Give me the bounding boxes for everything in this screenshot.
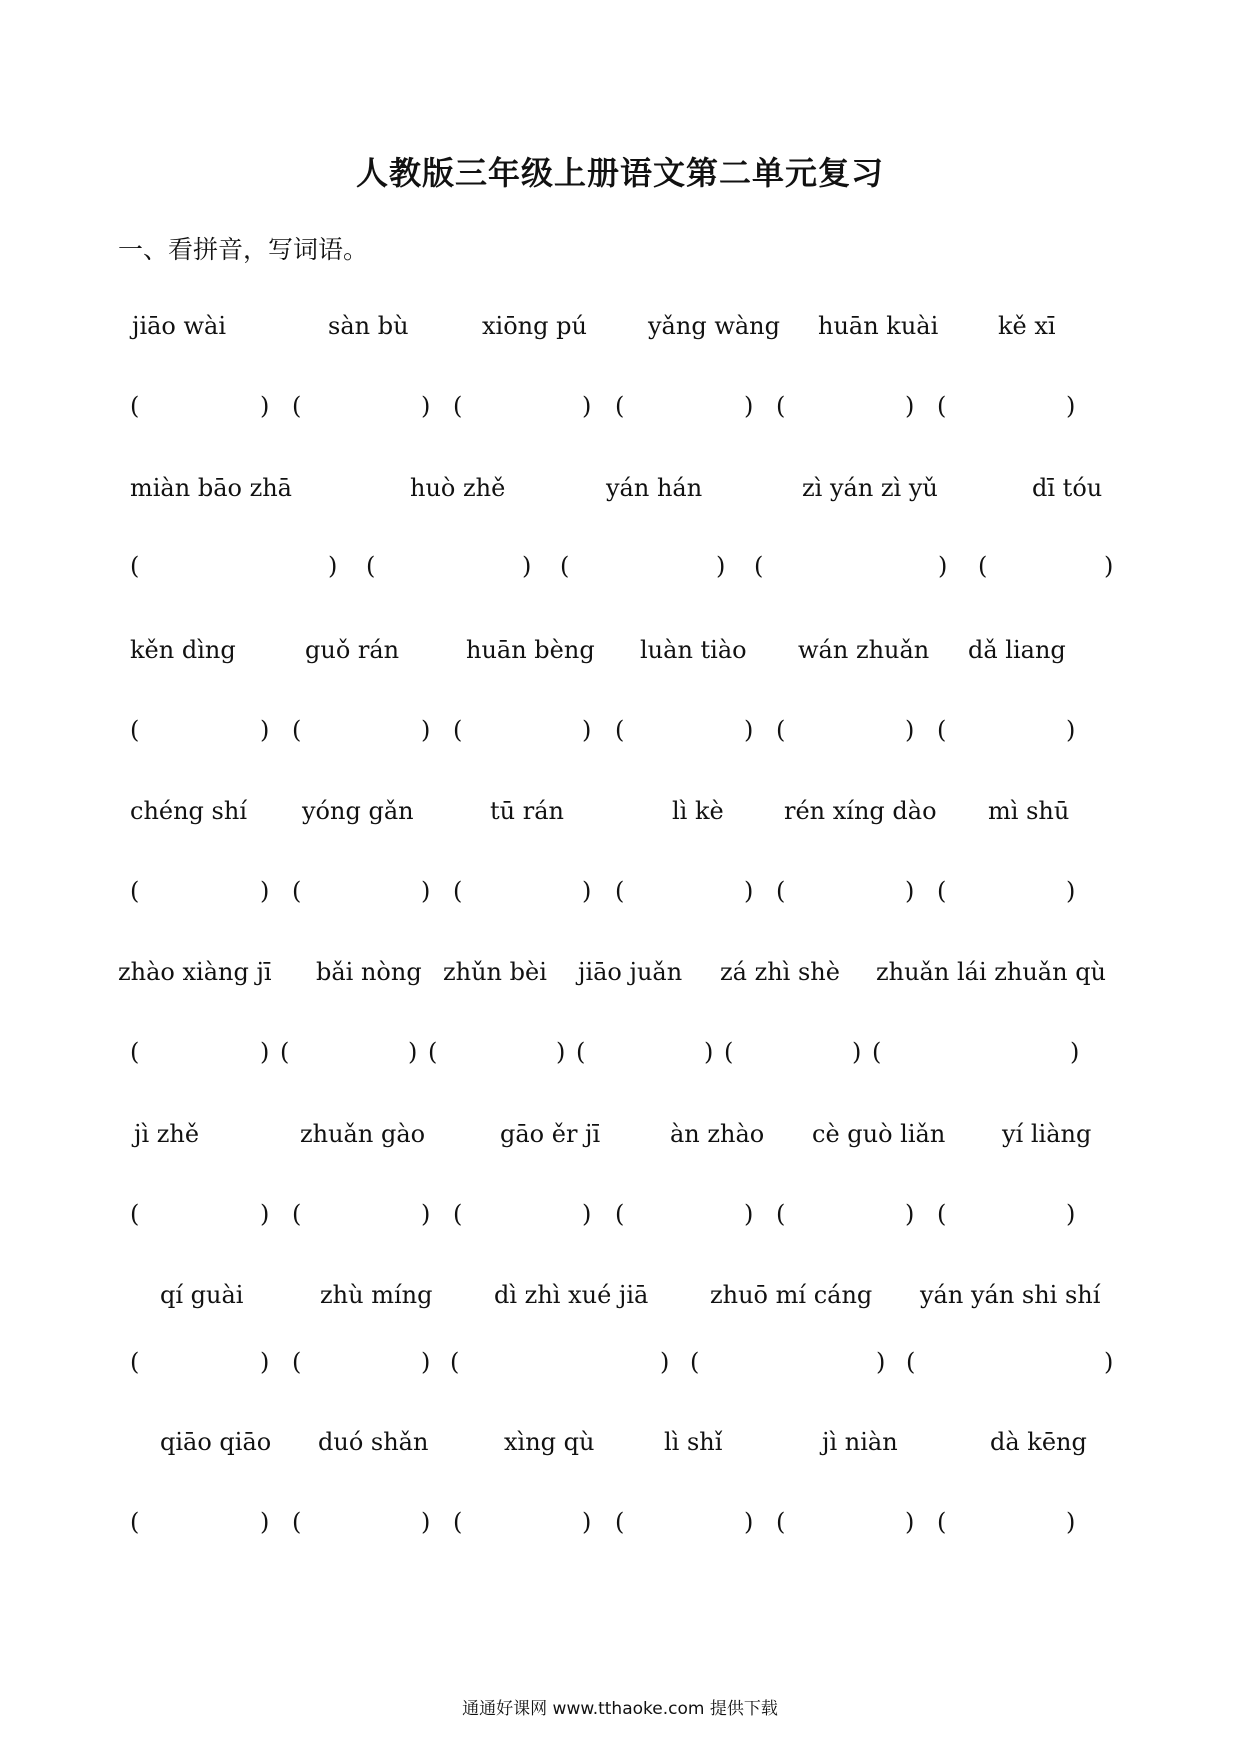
answer-blank[interactable]: (	[130, 1348, 140, 1376]
pinyin-item: tū rán	[490, 797, 564, 825]
pinyin-item: jiāo wài	[132, 312, 227, 340]
answer-blank[interactable]: (	[872, 1038, 882, 1066]
answer-blank[interactable]: (	[292, 1348, 302, 1376]
answer-blank[interactable]: (	[937, 1508, 947, 1536]
pinyin-item: yán yán shi shí	[920, 1281, 1101, 1309]
answer-blank[interactable]: (	[690, 1348, 700, 1376]
answer-blank[interactable]: (	[776, 1200, 786, 1228]
pinyin-item: sàn bù	[328, 312, 409, 340]
answer-blank[interactable]: (	[292, 392, 302, 420]
pinyin-item: kěn dìng	[130, 636, 236, 664]
pinyin-item: qiāo qiāo	[160, 1428, 272, 1456]
answer-blank[interactable]: (	[615, 392, 625, 420]
pinyin-item: miàn bāo zhā	[130, 474, 292, 502]
footer-source: 通通好课网 www.tthaoke.com 提供下载	[462, 1699, 778, 1719]
section-heading: 一、看拼音，写词语。	[118, 235, 369, 264]
answer-blank[interactable]: (	[776, 877, 786, 905]
answer-blank[interactable]: (	[292, 716, 302, 744]
answer-blank[interactable]: (	[130, 1200, 140, 1228]
answer-blank[interactable]: (	[906, 1348, 916, 1376]
answer-blank[interactable]: (	[428, 1038, 438, 1066]
pinyin-item: jì zhě	[134, 1120, 200, 1148]
answer-row: ( ) ( ) ( ) ( ) ( ) ( )	[130, 877, 1076, 905]
pinyin-item: cè guò liǎn	[812, 1120, 946, 1148]
answer-blank[interactable]: (	[560, 552, 570, 580]
answer-blank[interactable]: (	[937, 1200, 947, 1228]
answer-blank[interactable]: (	[453, 1508, 463, 1536]
pinyin-item: zhuǎn gào	[300, 1120, 426, 1148]
answer-blank[interactable]: (	[978, 552, 988, 580]
pinyin-item: zhǔn bèi	[443, 958, 547, 986]
pinyin-item: duó shǎn	[318, 1428, 429, 1456]
pinyin-item: zá zhì shè	[720, 958, 840, 986]
answer-blank[interactable]: (	[280, 1038, 290, 1066]
answer-row: ( ) ( ) ( ) ( ) ( ) ( )	[130, 1200, 1076, 1228]
answer-blank[interactable]: (	[130, 1508, 140, 1536]
pinyin-item: zhù míng	[320, 1281, 433, 1309]
answer-blank[interactable]: (	[130, 552, 140, 580]
answer-row: ( ) ( ) ( ) ( ) ( ) ( )	[130, 716, 1076, 744]
pinyin-item: yán hán	[606, 474, 703, 502]
answer-blank[interactable]: (	[453, 716, 463, 744]
pinyin-item: huān bèng	[466, 636, 595, 664]
pinyin-item: gāo ěr jī	[500, 1120, 601, 1148]
answer-blank[interactable]: (	[453, 1200, 463, 1228]
pinyin-item: xiōng pú	[482, 312, 587, 340]
pinyin-item: zhuǎn lái zhuǎn qù	[876, 958, 1107, 986]
pinyin-item: lì shǐ	[664, 1428, 723, 1456]
answer-blank[interactable]: (	[130, 877, 140, 905]
pinyin-item: dǎ liang	[968, 636, 1066, 664]
pinyin-item: mì shū	[988, 797, 1070, 825]
pinyin-row	[0, 312, 1240, 352]
pinyin-item: huān kuài	[818, 312, 939, 340]
pinyin-item: dì zhì xué jiā	[494, 1281, 649, 1309]
answer-blank[interactable]: (	[776, 1508, 786, 1536]
answer-blank[interactable]: (	[292, 877, 302, 905]
pinyin-item: yí liàng	[1002, 1120, 1092, 1148]
answer-blank[interactable]: (	[130, 392, 140, 420]
answer-blank[interactable]: (	[130, 716, 140, 744]
pinyin-row	[0, 1428, 1240, 1468]
pinyin-item: jiāo juǎn	[578, 958, 683, 986]
pinyin-item: yóng gǎn	[302, 797, 414, 825]
answer-blank[interactable]: (	[292, 1508, 302, 1536]
answer-blank[interactable]: (	[776, 716, 786, 744]
pinyin-item: luàn tiào	[640, 636, 747, 664]
answer-blank[interactable]: (	[130, 1038, 140, 1066]
answer-blank[interactable]: (	[366, 552, 376, 580]
pinyin-item: lì kè	[672, 797, 724, 825]
pinyin-item: bǎi nòng	[316, 958, 422, 986]
answer-blank[interactable]: (	[576, 1038, 586, 1066]
pinyin-item: xìng qù	[504, 1428, 595, 1456]
answer-row: ( ) ( ) ( ) ( ) ( )	[130, 552, 1114, 580]
pinyin-row	[0, 1120, 1240, 1160]
pinyin-row	[0, 797, 1240, 837]
pinyin-item: kě xī	[998, 312, 1056, 340]
pinyin-item: yǎng wàng	[648, 312, 780, 340]
pinyin-item: chéng shí	[130, 797, 247, 825]
answer-row: ( ) ( ) ( ) ( ) ( ) ( )	[130, 1038, 1080, 1066]
pinyin-item: zì yán zì yǔ	[802, 474, 938, 502]
answer-blank[interactable]: (	[615, 1200, 625, 1228]
answer-blank[interactable]: (	[450, 1348, 460, 1376]
pinyin-item: rén xíng dào	[784, 797, 937, 825]
pinyin-item: dī tóu	[1032, 474, 1103, 502]
answer-blank[interactable]: (	[615, 1508, 625, 1536]
pinyin-item: àn zhào	[670, 1120, 765, 1148]
pinyin-item: huò zhě	[410, 474, 506, 502]
pinyin-row	[0, 1281, 1240, 1321]
answer-blank[interactable]: (	[724, 1038, 734, 1066]
answer-blank[interactable]: (	[937, 716, 947, 744]
answer-blank[interactable]: (	[776, 392, 786, 420]
answer-blank[interactable]: (	[615, 877, 625, 905]
pinyin-item: wán zhuǎn	[798, 636, 930, 664]
answer-blank[interactable]: (	[754, 552, 764, 580]
answer-blank[interactable]: (	[453, 392, 463, 420]
pinyin-row	[0, 474, 1240, 514]
answer-blank[interactable]: (	[292, 1200, 302, 1228]
answer-blank[interactable]: (	[453, 877, 463, 905]
answer-blank[interactable]: (	[937, 877, 947, 905]
pinyin-item: dà kēng	[990, 1428, 1087, 1456]
pinyin-row	[0, 958, 1240, 998]
page-title: 人教版三年级上册语文第二单元复习	[355, 154, 884, 192]
answer-row: ( ) ( ) ( ) ( ) ( ) ( )	[130, 1508, 1076, 1536]
answer-blank[interactable]: (	[615, 716, 625, 744]
answer-row: ( ) ( ) ( ) ( ) ( )	[130, 1348, 1114, 1376]
answer-row: ( ) ( ) ( ) ( ) ( ) ( )	[130, 392, 1076, 420]
pinyin-row	[0, 636, 1240, 676]
pinyin-item: qí guài	[160, 1281, 244, 1309]
pinyin-item: zhuō mí cáng	[710, 1281, 873, 1309]
pinyin-item: zhào xiàng jī	[118, 958, 272, 986]
answer-blank[interactable]: (	[937, 392, 947, 420]
pinyin-item: jì niàn	[822, 1428, 898, 1456]
pinyin-item: guǒ rán	[305, 636, 400, 664]
